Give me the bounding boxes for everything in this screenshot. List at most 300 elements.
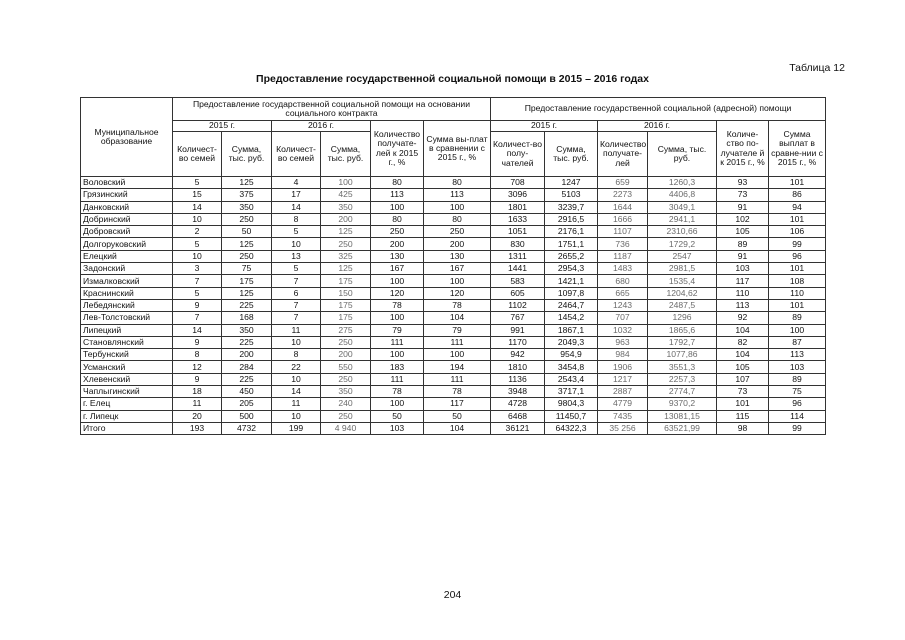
value-cell: 125 xyxy=(222,238,272,250)
value-cell: 111 xyxy=(371,336,424,348)
value-cell: 7 xyxy=(272,275,321,287)
value-cell: 78 xyxy=(371,386,424,398)
value-cell: 108 xyxy=(769,275,826,287)
value-cell: 2954,3 xyxy=(545,263,598,275)
value-cell: 3096 xyxy=(491,189,545,201)
header-contract-2015: 2015 г. xyxy=(173,121,272,132)
value-cell: 425 xyxy=(321,189,371,201)
value-cell: 7 xyxy=(173,312,222,324)
value-cell: 91 xyxy=(717,250,769,262)
header-address-qty-compare: Количе-ство по-лучателе й к 2015 г., % xyxy=(717,121,769,177)
value-cell: 1454,2 xyxy=(545,312,598,324)
value-cell: 8 xyxy=(272,349,321,361)
value-cell: 150 xyxy=(321,287,371,299)
value-cell: 250 xyxy=(321,373,371,385)
value-cell: 1296 xyxy=(648,312,717,324)
value-cell: 105 xyxy=(717,226,769,238)
value-cell: 115 xyxy=(717,410,769,422)
value-cell: 5 xyxy=(173,238,222,250)
value-cell: 7435 xyxy=(598,410,648,422)
value-cell: 14 xyxy=(272,201,321,213)
table-row xyxy=(81,177,826,189)
value-cell: 225 xyxy=(222,336,272,348)
table-row xyxy=(81,213,826,225)
value-cell: 93 xyxy=(717,177,769,189)
value-cell: 200 xyxy=(424,238,491,250)
value-cell: 1441 xyxy=(491,263,545,275)
value-cell: 2310,66 xyxy=(648,226,717,238)
value-cell: 1810 xyxy=(491,361,545,373)
value-cell: 11 xyxy=(173,398,222,410)
value-cell: 205 xyxy=(222,398,272,410)
value-cell: 250 xyxy=(424,226,491,238)
value-cell: 100 xyxy=(424,201,491,213)
value-cell: 240 xyxy=(321,398,371,410)
value-cell: 325 xyxy=(321,250,371,262)
value-cell: 94 xyxy=(769,201,826,213)
value-cell: 104 xyxy=(717,324,769,336)
value-cell: 275 xyxy=(321,324,371,336)
value-cell: 1032 xyxy=(598,324,648,336)
value-cell: 106 xyxy=(769,226,826,238)
table-row xyxy=(81,410,826,422)
value-cell: 101 xyxy=(769,177,826,189)
value-cell: 375 xyxy=(222,189,272,201)
value-cell: 193 xyxy=(173,422,222,434)
value-cell: 736 xyxy=(598,238,648,250)
value-cell: 984 xyxy=(598,349,648,361)
value-cell: 963 xyxy=(598,336,648,348)
value-cell: 50 xyxy=(424,410,491,422)
value-cell: 87 xyxy=(769,336,826,348)
value-cell: 2257,3 xyxy=(648,373,717,385)
value-cell: 111 xyxy=(371,373,424,385)
municipality-cell: Хлевенский xyxy=(81,373,173,385)
value-cell: 114 xyxy=(769,410,826,422)
value-cell: 101 xyxy=(717,398,769,410)
value-cell: 3049,1 xyxy=(648,201,717,213)
value-cell: 18 xyxy=(173,386,222,398)
value-cell: 111 xyxy=(424,336,491,348)
header-group-address: Предоставление государственной социальной (адресной) помощи xyxy=(491,98,826,121)
municipality-cell: г. Липецк xyxy=(81,410,173,422)
value-cell: 708 xyxy=(491,177,545,189)
value-cell: 200 xyxy=(371,238,424,250)
value-cell: 7 xyxy=(173,275,222,287)
value-cell: 80 xyxy=(424,177,491,189)
value-cell: 100 xyxy=(371,349,424,361)
value-cell: 100 xyxy=(769,324,826,336)
municipality-cell: Лебедянский xyxy=(81,299,173,311)
table-row xyxy=(81,398,826,410)
value-cell: 101 xyxy=(769,213,826,225)
value-cell: 1170 xyxy=(491,336,545,348)
value-cell: 3948 xyxy=(491,386,545,398)
value-cell: 1792,7 xyxy=(648,336,717,348)
value-cell: 1136 xyxy=(491,373,545,385)
value-cell: 167 xyxy=(424,263,491,275)
value-cell: 5 xyxy=(272,226,321,238)
municipality-cell: Чаплыгинский xyxy=(81,386,173,398)
value-cell: 73 xyxy=(717,386,769,398)
value-cell: 1077,86 xyxy=(648,349,717,361)
value-cell: 113 xyxy=(371,189,424,201)
value-cell: 767 xyxy=(491,312,545,324)
municipality-cell: Добровский xyxy=(81,226,173,238)
value-cell: 2981,5 xyxy=(648,263,717,275)
value-cell: 450 xyxy=(222,386,272,398)
table-row xyxy=(81,275,826,287)
value-cell: 8 xyxy=(173,349,222,361)
header-families-2016: Количест-во семей xyxy=(272,132,321,177)
municipality-cell: Итого xyxy=(81,422,173,434)
value-cell: 50 xyxy=(222,226,272,238)
municipality-cell: Воловский xyxy=(81,177,173,189)
value-cell: 20 xyxy=(173,410,222,422)
value-cell: 200 xyxy=(321,213,371,225)
value-cell: 100 xyxy=(424,275,491,287)
value-cell: 86 xyxy=(769,189,826,201)
municipality-cell: Измалковский xyxy=(81,275,173,287)
table-row xyxy=(81,336,826,348)
value-cell: 1729,2 xyxy=(648,238,717,250)
municipality-cell: Грязинский xyxy=(81,189,173,201)
value-cell: 1097,8 xyxy=(545,287,598,299)
value-cell: 100 xyxy=(424,349,491,361)
table-row xyxy=(81,312,826,324)
value-cell: 80 xyxy=(371,213,424,225)
value-cell: 9 xyxy=(173,299,222,311)
value-cell: 104 xyxy=(717,349,769,361)
value-cell: 942 xyxy=(491,349,545,361)
value-cell: 350 xyxy=(222,324,272,336)
value-cell: 120 xyxy=(424,287,491,299)
value-cell: 583 xyxy=(491,275,545,287)
value-cell: 1867,1 xyxy=(545,324,598,336)
municipality-cell: Добринский xyxy=(81,213,173,225)
value-cell: 250 xyxy=(222,213,272,225)
header-families-2015: Количест-во семей xyxy=(173,132,222,177)
municipality-cell: Липецкий xyxy=(81,324,173,336)
table-row xyxy=(81,299,826,311)
value-cell: 2 xyxy=(173,226,222,238)
value-cell: 10 xyxy=(272,238,321,250)
value-cell: 1243 xyxy=(598,299,648,311)
municipality-cell: Усманский xyxy=(81,361,173,373)
value-cell: 550 xyxy=(321,361,371,373)
value-cell: 3 xyxy=(173,263,222,275)
municipality-cell: г. Елец xyxy=(81,398,173,410)
municipality-cell: Данковский xyxy=(81,201,173,213)
header-group-contract: Предоставление государственной социальной помощи на основании социального контракта xyxy=(173,98,491,121)
value-cell: 89 xyxy=(769,373,826,385)
value-cell: 100 xyxy=(371,201,424,213)
value-cell: 73 xyxy=(717,189,769,201)
value-cell: 605 xyxy=(491,287,545,299)
value-cell: 11450,7 xyxy=(545,410,598,422)
value-cell: 125 xyxy=(222,177,272,189)
value-cell: 175 xyxy=(321,299,371,311)
value-cell: 175 xyxy=(321,312,371,324)
social-assistance-table xyxy=(80,97,826,435)
header-contract-2016: 2016 г. xyxy=(272,121,371,132)
value-cell: 2547 xyxy=(648,250,717,262)
municipality-cell: Тербунский xyxy=(81,349,173,361)
value-cell: 6 xyxy=(272,287,321,299)
value-cell: 225 xyxy=(222,299,272,311)
value-cell: 2543,4 xyxy=(545,373,598,385)
header-recipients-2016: Количество получате-лей xyxy=(598,132,648,177)
value-cell: 194 xyxy=(424,361,491,373)
value-cell: 4779 xyxy=(598,398,648,410)
municipality-cell: Долгоруковский xyxy=(81,238,173,250)
value-cell: 199 xyxy=(272,422,321,434)
header-address-sum-2016: Сумма, тыс. руб. xyxy=(648,132,717,177)
header-address-sum-compare: Сумма выплат в сравне-нии с 2015 г., % xyxy=(769,121,826,177)
value-cell: 91 xyxy=(717,201,769,213)
value-cell: 1483 xyxy=(598,263,648,275)
value-cell: 1217 xyxy=(598,373,648,385)
value-cell: 100 xyxy=(321,177,371,189)
value-cell: 78 xyxy=(424,386,491,398)
table-row xyxy=(81,373,826,385)
value-cell: 2464,7 xyxy=(545,299,598,311)
value-cell: 82 xyxy=(717,336,769,348)
value-cell: 50 xyxy=(371,410,424,422)
value-cell: 14 xyxy=(173,324,222,336)
municipality-cell: Задонский xyxy=(81,263,173,275)
value-cell: 168 xyxy=(222,312,272,324)
value-cell: 10 xyxy=(173,213,222,225)
value-cell: 4728 xyxy=(491,398,545,410)
value-cell: 125 xyxy=(222,287,272,299)
value-cell: 110 xyxy=(769,287,826,299)
value-cell: 500 xyxy=(222,410,272,422)
value-cell: 103 xyxy=(769,361,826,373)
value-cell: 1535,4 xyxy=(648,275,717,287)
value-cell: 1260,3 xyxy=(648,177,717,189)
municipality-cell: Краснинский xyxy=(81,287,173,299)
value-cell: 89 xyxy=(717,238,769,250)
header-contract-sum-compare: Сумма вы-плат в сравнении с 2015 г., % xyxy=(424,121,491,177)
value-cell: 1906 xyxy=(598,361,648,373)
table-row xyxy=(81,238,826,250)
value-cell: 2774,7 xyxy=(648,386,717,398)
value-cell: 167 xyxy=(371,263,424,275)
table-row xyxy=(81,250,826,262)
value-cell: 4 940 xyxy=(321,422,371,434)
value-cell: 15 xyxy=(173,189,222,201)
value-cell: 13 xyxy=(272,250,321,262)
table-title: Предоставление государственной социальной помощи в 2015 – 2016 годах xyxy=(256,73,649,85)
table-row xyxy=(81,287,826,299)
value-cell: 2655,2 xyxy=(545,250,598,262)
value-cell: 1187 xyxy=(598,250,648,262)
value-cell: 1102 xyxy=(491,299,545,311)
value-cell: 225 xyxy=(222,373,272,385)
value-cell: 1644 xyxy=(598,201,648,213)
value-cell: 17 xyxy=(272,189,321,201)
value-cell: 10 xyxy=(272,373,321,385)
value-cell: 12 xyxy=(173,361,222,373)
value-cell: 707 xyxy=(598,312,648,324)
value-cell: 1051 xyxy=(491,226,545,238)
value-cell: 5103 xyxy=(545,189,598,201)
value-cell: 2487,5 xyxy=(648,299,717,311)
page-number: 204 xyxy=(443,589,462,601)
value-cell: 5 xyxy=(173,177,222,189)
value-cell: 80 xyxy=(371,177,424,189)
value-cell: 954,9 xyxy=(545,349,598,361)
value-cell: 250 xyxy=(321,336,371,348)
value-cell: 665 xyxy=(598,287,648,299)
value-cell: 2273 xyxy=(598,189,648,201)
table-row xyxy=(81,263,826,275)
value-cell: 183 xyxy=(371,361,424,373)
value-cell: 111 xyxy=(424,373,491,385)
value-cell: 105 xyxy=(717,361,769,373)
value-cell: 200 xyxy=(321,349,371,361)
value-cell: 120 xyxy=(371,287,424,299)
value-cell: 2941,1 xyxy=(648,213,717,225)
header-address-2015: 2015 г. xyxy=(491,121,598,132)
value-cell: 9370,2 xyxy=(648,398,717,410)
value-cell: 117 xyxy=(717,275,769,287)
table-row xyxy=(81,226,826,238)
value-cell: 96 xyxy=(769,250,826,262)
value-cell: 113 xyxy=(769,349,826,361)
value-cell: 1421,1 xyxy=(545,275,598,287)
table-row xyxy=(81,386,826,398)
value-cell: 64322,3 xyxy=(545,422,598,434)
value-cell: 7 xyxy=(272,312,321,324)
value-cell: 13081,15 xyxy=(648,410,717,422)
value-cell: 2049,3 xyxy=(545,336,598,348)
value-cell: 79 xyxy=(424,324,491,336)
value-cell: 79 xyxy=(371,324,424,336)
value-cell: 2887 xyxy=(598,386,648,398)
value-cell: 125 xyxy=(321,226,371,238)
value-cell: 80 xyxy=(424,213,491,225)
value-cell: 101 xyxy=(769,263,826,275)
value-cell: 3454,8 xyxy=(545,361,598,373)
header-recipients-2015: Количест-во полу-чателей xyxy=(491,132,545,177)
value-cell: 250 xyxy=(371,226,424,238)
value-cell: 1633 xyxy=(491,213,545,225)
header-sum-2015: Сумма, тыс. руб. xyxy=(222,132,272,177)
value-cell: 35 256 xyxy=(598,422,648,434)
header-municipality: Муниципальное образование xyxy=(81,98,173,177)
value-cell: 4406,8 xyxy=(648,189,717,201)
value-cell: 284 xyxy=(222,361,272,373)
value-cell: 130 xyxy=(424,250,491,262)
value-cell: 175 xyxy=(321,275,371,287)
value-cell: 200 xyxy=(222,349,272,361)
value-cell: 92 xyxy=(717,312,769,324)
value-cell: 175 xyxy=(222,275,272,287)
value-cell: 10 xyxy=(173,250,222,262)
value-cell: 22 xyxy=(272,361,321,373)
value-cell: 5 xyxy=(272,263,321,275)
value-cell: 100 xyxy=(371,312,424,324)
value-cell: 125 xyxy=(321,263,371,275)
value-cell: 1865,6 xyxy=(648,324,717,336)
value-cell: 14 xyxy=(272,386,321,398)
value-cell: 113 xyxy=(424,189,491,201)
value-cell: 250 xyxy=(321,410,371,422)
value-cell: 99 xyxy=(769,422,826,434)
value-cell: 130 xyxy=(371,250,424,262)
table-row xyxy=(81,189,826,201)
value-cell: 6468 xyxy=(491,410,545,422)
value-cell: 1666 xyxy=(598,213,648,225)
table-row xyxy=(81,324,826,336)
value-cell: 10 xyxy=(272,410,321,422)
header-contract-qty-compare: Количество получате-лей к 2015 г., % xyxy=(371,121,424,177)
value-cell: 14 xyxy=(173,201,222,213)
value-cell: 104 xyxy=(424,422,491,434)
value-cell: 102 xyxy=(717,213,769,225)
municipality-cell: Становлянский xyxy=(81,336,173,348)
value-cell: 96 xyxy=(769,398,826,410)
value-cell: 9804,3 xyxy=(545,398,598,410)
municipality-cell: Елецкий xyxy=(81,250,173,262)
value-cell: 75 xyxy=(222,263,272,275)
value-cell: 1204,62 xyxy=(648,287,717,299)
value-cell: 113 xyxy=(717,299,769,311)
table-row xyxy=(81,201,826,213)
value-cell: 1751,1 xyxy=(545,238,598,250)
value-cell: 3717,1 xyxy=(545,386,598,398)
value-cell: 75 xyxy=(769,386,826,398)
value-cell: 110 xyxy=(717,287,769,299)
value-cell: 830 xyxy=(491,238,545,250)
table-number: Таблица 12 xyxy=(789,62,845,74)
value-cell: 4 xyxy=(272,177,321,189)
value-cell: 7 xyxy=(272,299,321,311)
value-cell: 4732 xyxy=(222,422,272,434)
value-cell: 36121 xyxy=(491,422,545,434)
value-cell: 78 xyxy=(424,299,491,311)
value-cell: 11 xyxy=(272,398,321,410)
value-cell: 680 xyxy=(598,275,648,287)
table-row xyxy=(81,361,826,373)
value-cell: 9 xyxy=(173,373,222,385)
header-address-sum-2015: Сумма, тыс. руб. xyxy=(545,132,598,177)
value-cell: 117 xyxy=(424,398,491,410)
value-cell: 9 xyxy=(173,336,222,348)
header-address-2016: 2016 г. xyxy=(598,121,717,132)
value-cell: 350 xyxy=(321,386,371,398)
value-cell: 2176,1 xyxy=(545,226,598,238)
value-cell: 11 xyxy=(272,324,321,336)
table-row xyxy=(81,422,826,434)
municipality-cell: Лев-Толстовский xyxy=(81,312,173,324)
value-cell: 89 xyxy=(769,312,826,324)
value-cell: 250 xyxy=(321,238,371,250)
value-cell: 10 xyxy=(272,336,321,348)
value-cell: 78 xyxy=(371,299,424,311)
value-cell: 1247 xyxy=(545,177,598,189)
table-row xyxy=(81,349,826,361)
value-cell: 103 xyxy=(717,263,769,275)
value-cell: 100 xyxy=(371,398,424,410)
value-cell: 250 xyxy=(222,250,272,262)
value-cell: 63521,99 xyxy=(648,422,717,434)
value-cell: 3239,7 xyxy=(545,201,598,213)
value-cell: 103 xyxy=(371,422,424,434)
value-cell: 1311 xyxy=(491,250,545,262)
